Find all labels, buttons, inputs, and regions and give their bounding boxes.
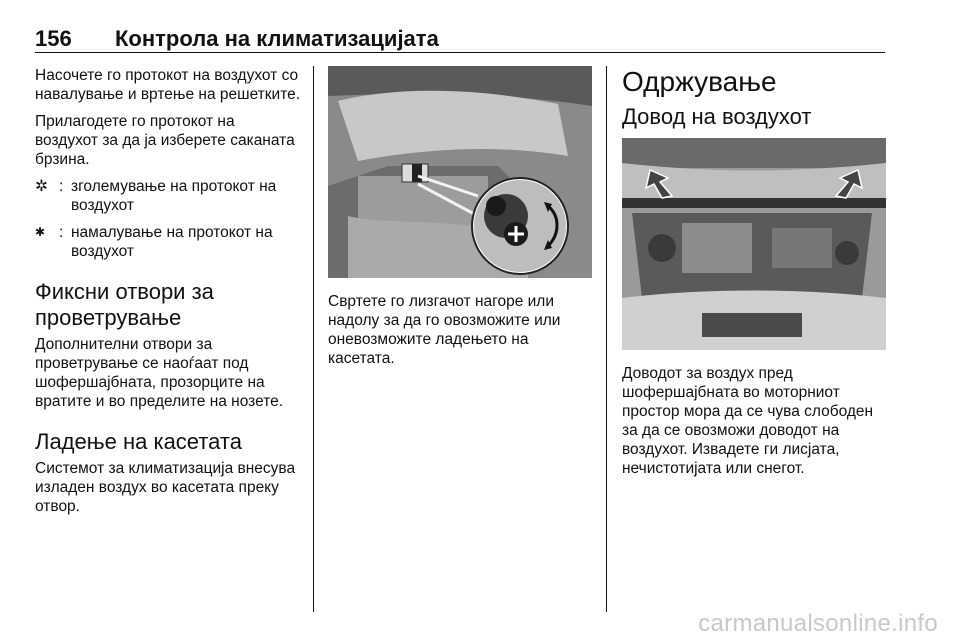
watermark: carmanualsonline.info <box>698 610 938 637</box>
symbol-description: намалување на протокот на воздухот <box>71 224 273 260</box>
chapter-heading: Одржување <box>622 66 777 97</box>
page-header <box>35 26 885 54</box>
paragraph: Дополнителни отвори за проветрување се наоѓаат под шофершајбната, прозорците на вратите и во пределите на нозете. <box>35 336 284 410</box>
section-heading: Довод на воздухот <box>622 104 812 129</box>
symbol-description: зголемување на протокот на воздухот <box>71 178 277 214</box>
page-number: 156 <box>35 26 72 51</box>
symbol-colon: : <box>59 178 64 195</box>
symbol-row <box>35 177 301 215</box>
fan-high-icon: ✲ <box>35 178 48 195</box>
section-heading: Ладење на касетата <box>35 429 242 454</box>
symbol-row <box>35 223 301 261</box>
figure-caption: Доводот за воздух пред шофершајбната во моторниот простор мора да се чува слободен за да се овозможи доводот на воздухот. Извадете ги лисјата, нечистотијата или снегот. <box>622 365 874 477</box>
fan-low-icon: ✱ <box>35 225 46 239</box>
paragraph: Насочете го протокот на воздухот со навалување и вртење на решетките. <box>35 67 301 103</box>
section-heading: Фиксни отвори за проветрување <box>35 279 214 330</box>
left-column <box>35 66 301 524</box>
column-divider <box>606 66 607 612</box>
cooled-box-slider-illustration <box>328 66 592 278</box>
figure-caption: Свртете го лизгачот нагоре или надолу за да го овозможите или оневозможите ладењето на касетата. <box>328 293 561 367</box>
symbol-colon: : <box>59 224 64 241</box>
column-divider <box>313 66 314 612</box>
header-rule <box>35 52 885 53</box>
middle-column <box>328 66 592 376</box>
right-column <box>622 66 886 486</box>
running-title: Контрола на климатизацијата <box>115 26 439 51</box>
paragraph: Прилагодете го протокот на воздухот за да ја изберете саканата брзина. <box>35 113 295 168</box>
paragraph: Системот за климатизација внесува изладен воздух во касетата преку отвор. <box>35 460 296 515</box>
engine-bay-air-inlet-illustration <box>622 138 886 350</box>
